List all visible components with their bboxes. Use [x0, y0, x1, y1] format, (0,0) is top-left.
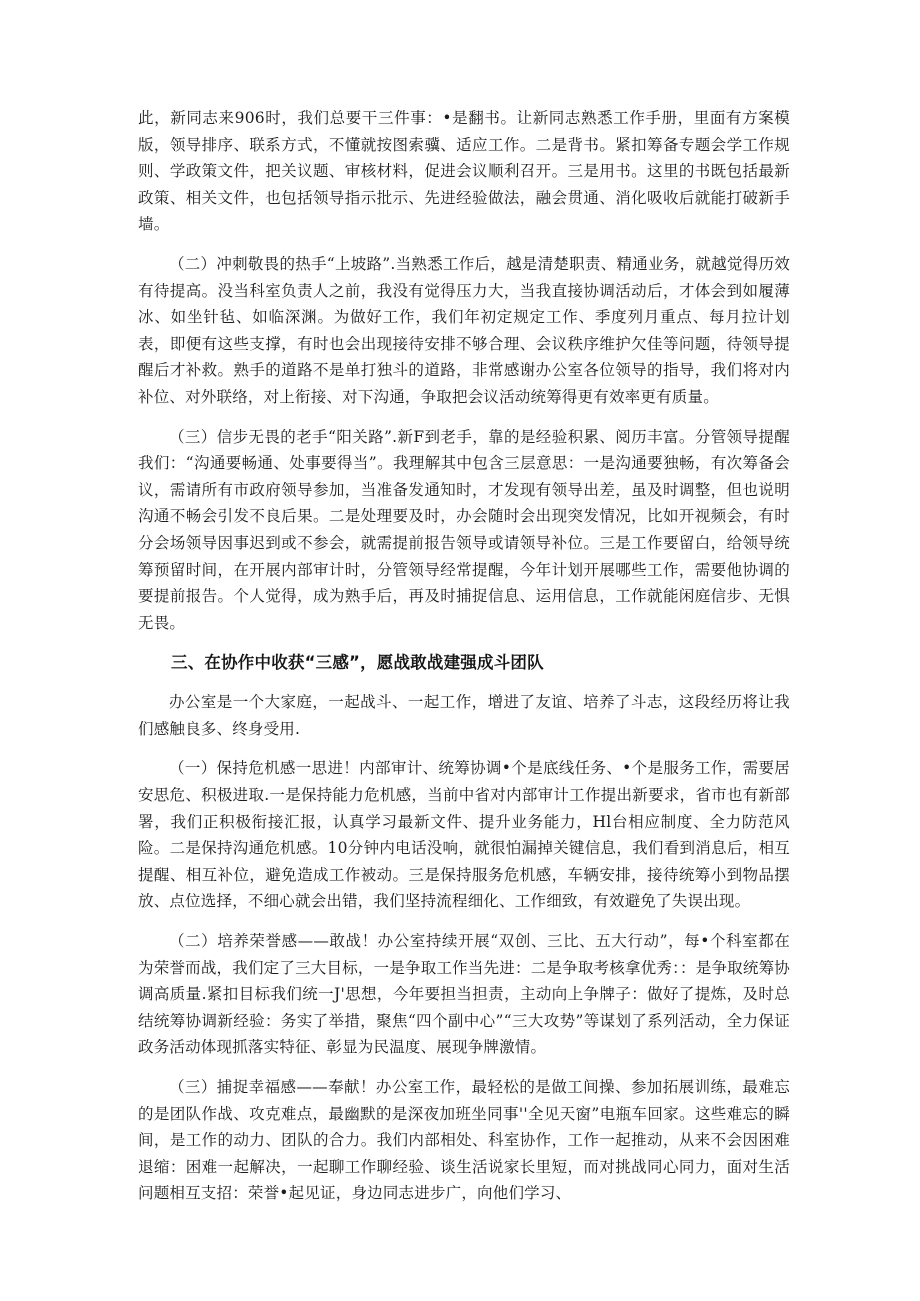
paragraph-section-2-2: （二）冲刺敬畏的热手“上坡路”.当熟悉工作后，越是清楚职责、精通业务，就越觉得历效有待提高。没当科室负责人之前，我没有觉得压力大，当我直接协调活动后，才体会到如履薄冰、如坐针毡、如临深渊。为做好工作，我们年初定规定工作、季度列月重点、每月拉计划表，即便有这些支撑，有时也会出现接待安排不够合理、会议秩序维护欠佳等问题，待领导提醒后才补救。熟手的道路不是单打独斗的道路，非常感谢办公室各位领导的指导，我们将对内补位、对外联络，对上衔接、对下沟通，争取把会议活动统筹得更有效率更有质量。	[138, 254, 790, 406]
paragraph-section-3-1: （一）保持危机感一思进！内部审计、统筹协调•个是底线任务、•个是服务工作，需要居安思危、积极进取.一是保持能力危机感，当前中省对内部审计工作提出新要求，省市也有新部署，我们正积极衔接汇报，认真学习最新文件、提升业务能力，Hl台相应制度、全力防范风险。二是保持沟通危机感。10分钟内电话没响，就很怕漏掉关键信息，我们看到消息后，相互提醒、相互补位，避免造成工作被动。三是保持服务危机感，车辆安排，接待统筹小到物品摆放、点位选择，不细心就会出错，我们坚持流程细化、工作细致，有效避免了失误出现。	[138, 759, 790, 911]
document-body	[138, 105, 790, 1220]
paragraph-section-3-intro: 办公室是一个大家庭，一起战斗、一起工作，增进了友谊、培养了斗志，这段经历将让我们感触良多、终身受用.	[138, 693, 790, 738]
paragraph-section-3-2: （二）培养荣誉感——敢战！办公室持续开展“双创、三比、五大行动”，每•个科室都在为荣誉而战，我们定了三大目标，一是争取工作当先进：二是争取考核拿优秀：：是争取统筹协调高质量.紧扣目标我们统一J'思想，今年要担当担责，主动向上争牌子：做好了提炼，及时总结统筹协调新经验：务实了举措，聚焦“四个副中心”“三大攻势”等谋划了系列活动，全力保证政务活动体现抓落实特征、彰显为民温度、展现争牌激情。	[138, 932, 790, 1057]
paragraph-continuation: 此，新同志来906时，我们总要干三件事：•是翻书。让新同志熟悉工作手册，里面有方案模版，领导排序、联系方式，不懂就按图索骥、适应工作。二是背书。紧扣筹备专题会学工作规则、学政策文件，把关议题、审核材料，促进会议顺利召开。三是用书。这里的书既包括最新政策、相关文件，也包括领导指示批示、先进经验做法，融会贯通、消化吸收后就能打破新手墙。	[138, 109, 790, 234]
section-heading-3: 三、在协作中收获“三感”，愿战敢战建强成斗团队	[171, 653, 544, 673]
paragraph-section-3-3: （三）捕捉幸福感——奉献！办公室工作，最轻松的是做工间操、参加拓展训练，最难忘的是团队作战、攻克难点，最幽默的是深夜加班坐同事''全见天窗”电瓶车回家。这些难忘的瞬间，是工作的动力、团队的合力。我们内部相处、科室协作，工作一起推动，从来不会因困难退缩：困难一起解决，一起聊工作聊经验、谈生活说家长里短，而对挑战同心同力，面对生活问题相互支招：荣誉•起见证，身边同志进步广，向他们学习、	[138, 1078, 790, 1203]
paragraph-section-2-3: （三）信步无畏的老手“阳关路”.新F到老手，靠的是经验积累、阅历丰富。分管领导提醒我们：“沟通要畅通、处事要得当”。我理解其中包含三层意思：一是沟通要独畅，有次筹备会议，需请所有市政府领导参加，当准备发通知时，才发现有领导出差，虽及时调整，但也说明沟通不畅会引发不良后果。二是处理要及时，办会随时会出现突发情况，比如开视频会，有时分会场领导因事迟到或不参会，就需提前报告领导或请领导补位。三是工作要留白，给领导统筹预留时间，在开展内部审计时，分管领导经常提醒，今年计划开展哪些工作，需要他协调的要提前报告。个人觉得，成为熟手后，再及时捕捉信息、运用信息，工作就能闲庭信步、无惧无畏。	[138, 427, 790, 632]
